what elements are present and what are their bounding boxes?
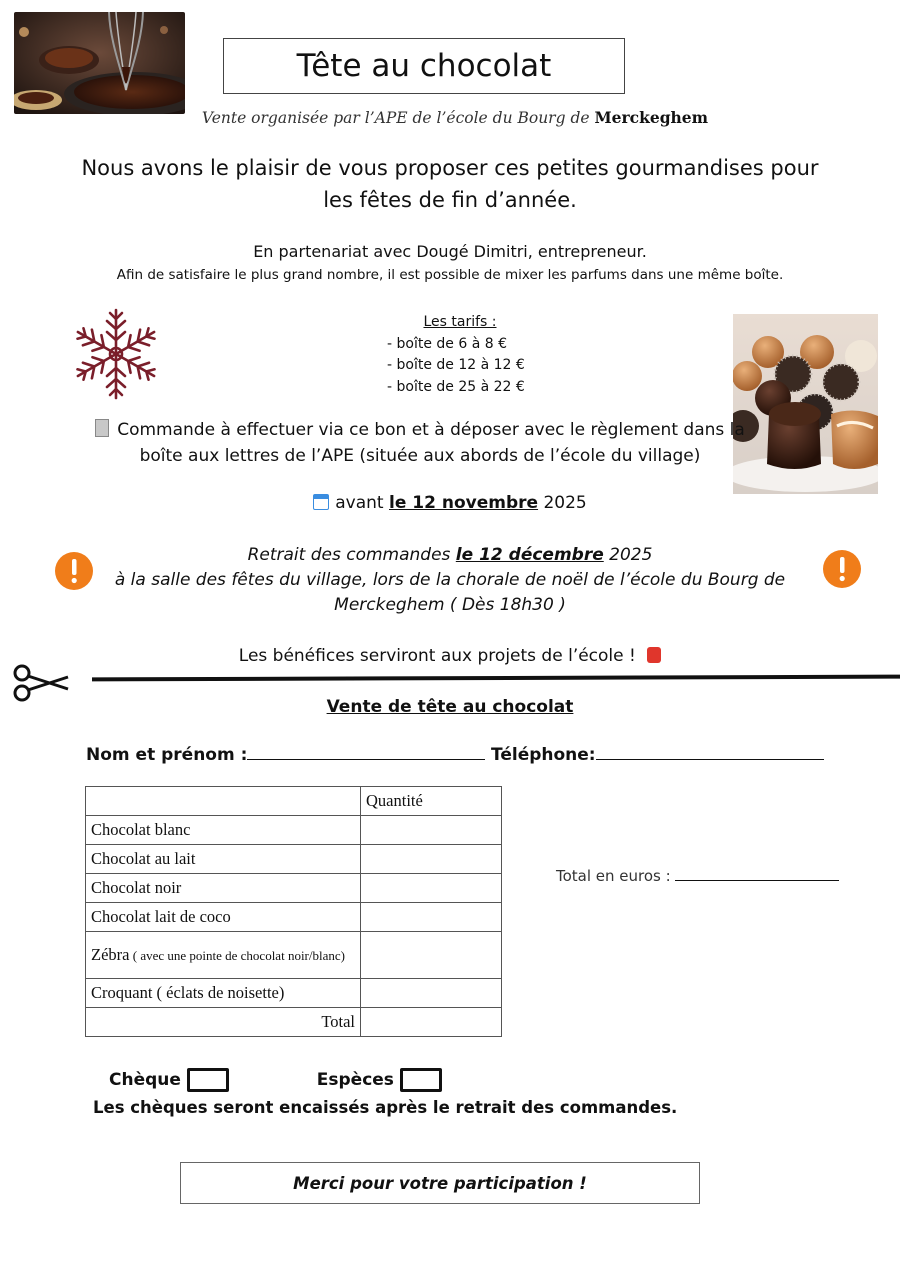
especes-checkbox[interactable] [400, 1068, 442, 1092]
quantity-cell[interactable] [361, 979, 502, 1008]
tarif-item: - boîte de 25 à 22 € [387, 378, 525, 395]
pickup-prefix: Retrait des commandes [247, 545, 456, 565]
shopping-bag-icon [647, 647, 661, 663]
calendar-icon [313, 494, 329, 510]
order-instructions [80, 417, 760, 469]
intro-line-2: les fêtes de fin d’année. [323, 188, 577, 212]
quantity-cell[interactable] [361, 932, 502, 979]
order-table [85, 786, 502, 1037]
tarif-item: - boîte de 6 à 8 € [387, 335, 507, 352]
deadline-line [150, 493, 750, 513]
pickup-year: 2025 [603, 545, 653, 565]
scissors-icon [12, 663, 70, 703]
warning-icon [822, 549, 862, 589]
form-title: Vente de tête au chocolat [326, 697, 574, 717]
quantity-header: Quantité [361, 787, 502, 816]
thanks-text: Merci pour votre participation ! [293, 1173, 587, 1193]
total-euros-input-line[interactable] [675, 866, 839, 881]
name-field[interactable] [86, 743, 485, 765]
quantity-cell[interactable] [361, 903, 502, 932]
phone-input-line[interactable] [596, 743, 824, 760]
pickup-line-3: Merckeghem ( Dès 18h30 ) [334, 595, 566, 615]
zebra-note: ( avec une pointe de chocolat noir/blanc) [129, 948, 345, 963]
thanks-box [180, 1162, 700, 1204]
product-name: Croquant ( éclats de noisette) [86, 979, 361, 1008]
total-cell[interactable] [361, 1008, 502, 1037]
order-line-1 [80, 417, 760, 443]
tarifs-list [360, 334, 560, 399]
tarifs-block [360, 312, 560, 398]
total-label: Total [86, 1008, 361, 1037]
snowflake-icon [66, 308, 166, 400]
table-row [86, 903, 502, 932]
name-input-line[interactable] [247, 743, 485, 760]
page-title-text: Tête au chocolat [296, 48, 552, 84]
table-row [86, 932, 502, 979]
chocolate-whisk-photo [14, 12, 185, 114]
table-row [86, 874, 502, 903]
subtitle-prefix: Vente organisée par l’APE de l’école du Bourg de [201, 109, 595, 127]
organizer-subtitle [150, 108, 760, 127]
total-euros-label: Total en euros : [556, 867, 671, 885]
tarifs-title: Les tarifs : [423, 314, 497, 330]
total-euros-field[interactable] [556, 866, 839, 885]
quantity-cell[interactable] [361, 874, 502, 903]
quantity-cell[interactable] [361, 845, 502, 874]
page-title [223, 38, 625, 94]
table-header-row [86, 787, 502, 816]
product-name: Chocolat lait de coco [86, 903, 361, 932]
cheque-note: Les chèques seront encaissés après le retrait des commandes. [93, 1098, 678, 1117]
cut-line [92, 675, 900, 682]
deadline-year: 2025 [538, 493, 587, 513]
mix-note: Afin de satisfaire le plus grand nombre, il est possible de mixer les parfums dans une même boîte. [116, 267, 784, 283]
table-row [86, 816, 502, 845]
benefits-text [150, 646, 750, 666]
order-line-1-text: Commande à effectuer via ce bon et à déposer avec le règlement dans la [117, 420, 745, 440]
zebra-label: Zébra [91, 945, 130, 964]
pickup-line-2: à la salle des fêtes du village, lors de la chorale de noël de l’école du Bourg de [114, 570, 786, 590]
deadline-date: le 12 novembre [389, 493, 539, 513]
cheque-checkbox[interactable] [187, 1068, 229, 1092]
phone-label: Téléphone: [491, 745, 596, 765]
benefits-label: Les bénéfices serviront aux projets de l’école ! [238, 646, 636, 666]
memo-icon [95, 419, 109, 437]
especes-label: Espèces [316, 1070, 394, 1090]
phone-field[interactable] [491, 743, 824, 765]
product-name-zebra [86, 932, 361, 979]
partner-text: En partenariat avec Dougé Dimitri, entrepreneur. [253, 242, 647, 261]
product-name: Chocolat noir [86, 874, 361, 903]
name-label: Nom et prénom : [86, 745, 248, 765]
product-name: Chocolat au lait [86, 845, 361, 874]
payment-options [109, 1068, 529, 1092]
subtitle-town: Merckeghem [594, 108, 709, 127]
pickup-info [110, 543, 790, 618]
table-total-row [86, 1008, 502, 1037]
quantity-cell[interactable] [361, 816, 502, 845]
intro-line-1: Nous avons le plaisir de vous proposer ces petites gourmandises pour [81, 156, 819, 180]
intro-text [60, 152, 840, 216]
pickup-date: le 12 décembre [455, 545, 604, 565]
tarif-item: - boîte de 12 à 12 € [387, 357, 525, 373]
table-header-empty [86, 787, 361, 816]
warning-icon [54, 551, 94, 591]
pickup-line-1 [110, 543, 790, 568]
table-row [86, 845, 502, 874]
order-line-2: boîte aux lettres de l’APE (située aux abords de l’école du village) [139, 446, 701, 466]
table-row [86, 979, 502, 1008]
deadline-prefix: avant [335, 493, 390, 513]
product-name: Chocolat blanc [86, 816, 361, 845]
cheque-label: Chèque [109, 1070, 181, 1090]
